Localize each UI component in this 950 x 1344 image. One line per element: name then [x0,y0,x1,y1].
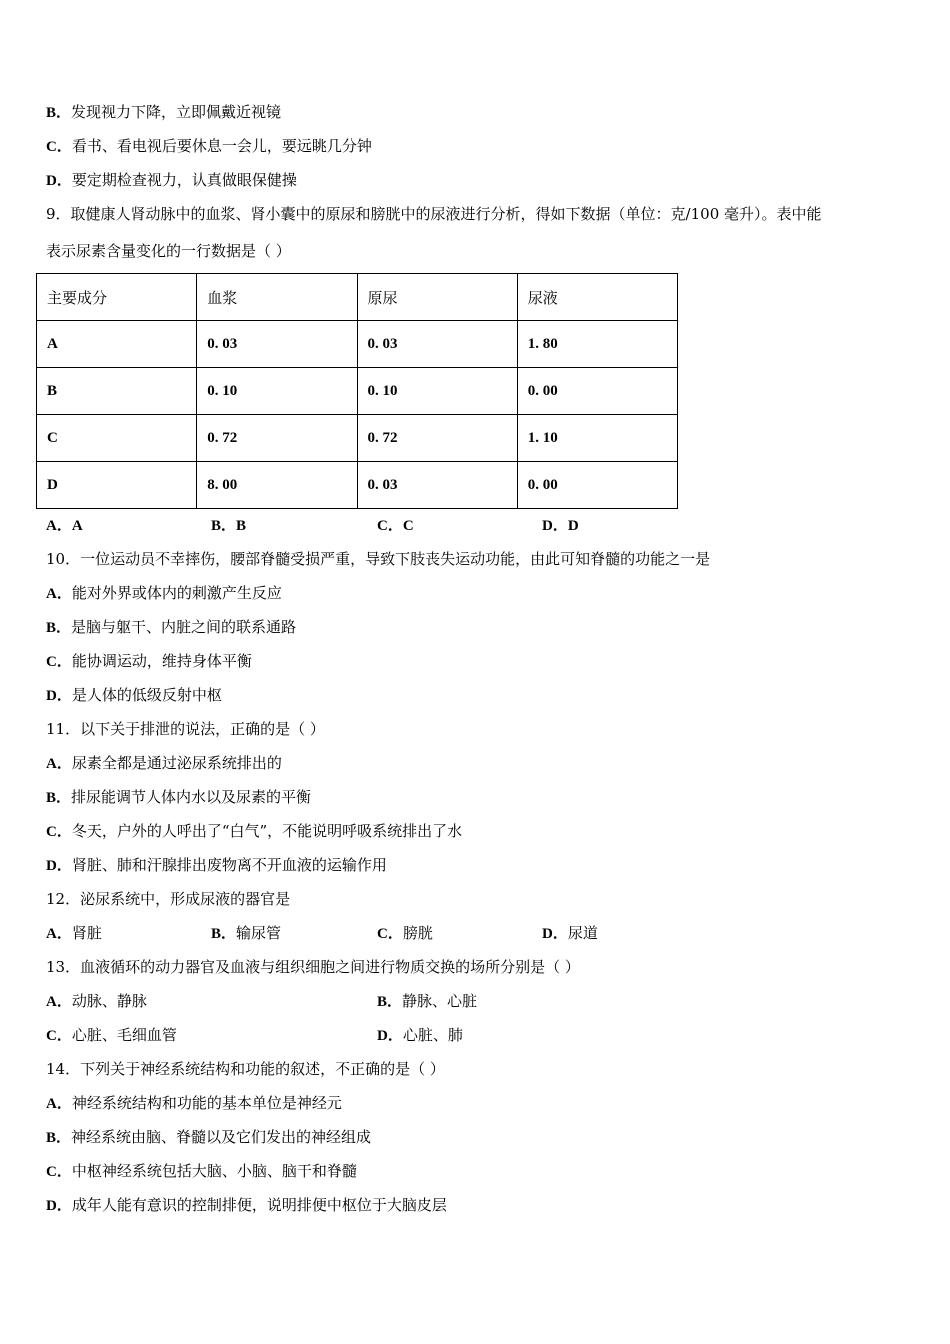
table-header-cell: 尿液 [517,274,677,321]
table-cell: 1. 80 [517,321,677,368]
q13-stem: 13．血液循环的动力器官及血液与组织细胞之间进行物质交换的场所分别是（ ） [46,958,580,976]
table-cell: 0. 03 [357,462,517,509]
q11-stem: 11．以下关于排泄的说法，正确的是（ ） [46,720,325,738]
table-row [37,321,678,368]
q14-option-b: B．神经系统由脑、脊髓以及它们发出的神经组成 [46,1128,372,1146]
q11-option-b: B．排尿能调节人体内水以及尿素的平衡 [46,788,312,806]
q9-option-c: C．C [377,518,414,534]
q9-stem-line1: 9．取健康人肾动脉中的血浆、肾小囊中的原尿和膀胱中的尿液进行分析，得如下数据（单位：克/100 毫升）。表中能 [46,205,822,223]
table-header-row [37,274,678,321]
q14-option-c: C．中枢神经系统包括大脑、小脑、脑干和脊髓 [46,1162,357,1180]
table-cell: B [37,368,197,415]
q11-option-c: C．冬天，户外的人呼出了“白气”，不能说明呼吸系统排出了水 [46,822,463,840]
q10-option-d: D．是人体的低级反射中枢 [46,686,222,704]
q9-data-table [36,273,678,509]
table-cell: A [37,321,197,368]
table-header-cell: 血浆 [197,274,357,321]
table-cell: 0. 03 [357,321,517,368]
table-cell: 8. 00 [197,462,357,509]
q12-option-d: D．尿道 [542,924,598,942]
table-row [37,462,678,509]
q8-option-b: B．发现视力下降，立即佩戴近视镜 [46,103,282,121]
q13-option-c: C．心脏、毛细血管 [46,1026,177,1044]
q14-option-d: D．成年人能有意识的控制排便，说明排便中枢位于大脑皮层 [46,1196,447,1214]
table-cell: 0. 00 [517,368,677,415]
table-row [37,368,678,415]
q10-option-c: C．能协调运动，维持身体平衡 [46,652,252,670]
q9-option-a: A．A [46,518,83,534]
table-cell: 0. 10 [357,368,517,415]
q12-option-b: B．输尿管 [211,924,282,942]
q14-stem: 14．下列关于神经系统结构和功能的叙述，不正确的是（ ） [46,1060,445,1078]
table-cell: 0. 03 [197,321,357,368]
table-cell: C [37,415,197,462]
q10-stem: 10．一位运动员不幸摔伤，腰部脊髓受损严重，导致下肢丧失运动功能，由此可知脊髓的功能之一是 [46,550,711,568]
table-cell: 1. 10 [517,415,677,462]
q10-option-a: A．能对外界或体内的刺激产生反应 [46,584,282,602]
table-cell: 0. 72 [357,415,517,462]
q9-option-b: B．B [211,518,247,534]
table-cell: 0. 10 [197,368,357,415]
q13-option-a: A．动脉、静脉 [46,992,147,1010]
q12-stem: 12．泌尿系统中，形成尿液的器官是 [46,890,291,908]
table-cell: D [37,462,197,509]
q8-option-d: D．要定期检查视力，认真做眼保健操 [46,171,297,189]
q8-option-c: C．看书、看电视后要休息一会儿，要远眺几分钟 [46,137,372,155]
q13-option-d: D．心脏、肺 [377,1026,463,1044]
q11-option-d: D．肾脏、肺和汗腺排出废物离不开血液的运输作用 [46,856,387,874]
q10-option-b: B．是脑与躯干、内脏之间的联系通路 [46,618,297,636]
q9-stem-line2: 表示尿素含量变化的一行数据是（ ） [46,242,291,260]
table-cell: 0. 00 [517,462,677,509]
q12-option-c: C．膀胱 [377,924,433,942]
q12-option-a: A．肾脏 [46,924,102,942]
q11-option-a: A．尿素全都是通过泌尿系统排出的 [46,754,282,772]
q9-option-d: D．D [542,518,579,534]
q13-option-b: B．静脉、心脏 [377,992,478,1010]
table-row [37,415,678,462]
table-header-cell: 主要成分 [37,274,197,321]
table-cell: 0. 72 [197,415,357,462]
q14-option-a: A．神经系统结构和功能的基本单位是神经元 [46,1094,342,1112]
table-header-cell: 原尿 [357,274,517,321]
